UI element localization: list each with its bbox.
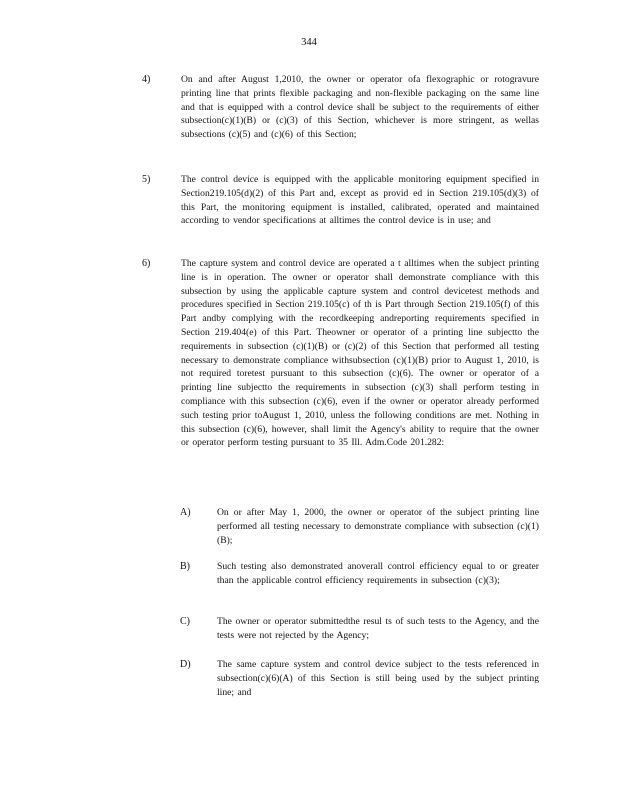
sub-item-b-text: Such testing also demonstrated anoverall control efficiency equal to or greater than the applicable control efficiency requirements in subsection (c)(3); xyxy=(217,561,539,586)
list-item-6-label: 6) xyxy=(142,258,151,269)
sub-item-d-text: The same capture system and control device subject to the tests referenced in subsection(c)(6)(A) of this Section is still being used by the subject printing line; and xyxy=(217,659,539,698)
list-item-5-text: The control device is equipped with the applicable monitoring equipment specified in Section219.105(d)(2) of this Part and, except as provid ed in Section 219.105(d)(3) of this Part, the monitoring equipment is installed, calibrated, operated and maintained according to vendor specifications at alltimes the control device is in use; and xyxy=(181,174,539,227)
sub-item-c-label: C) xyxy=(180,616,190,627)
sub-item-b-label: B) xyxy=(180,561,190,572)
page-number: 344 xyxy=(301,37,317,48)
list-item-4-label: 4) xyxy=(142,74,151,85)
sub-item-a-label: A) xyxy=(180,507,191,518)
sub-item-c-text: The owner or operator submittedthe resul ts of such tests to the Agency, and the tests were not rejected by the Agency; xyxy=(217,616,539,641)
list-item-6-text: The capture system and control device are operated a t alltimes when the subject printing line is in operation. The owner or operator shall demonstrate compliance with this subsection by using the applicable capture system and control devicetest methods and procedures specified in Section 219.105(c) of th is Part through Section 219.105(f) of this Part andby complying with the recordkeeping andreporting requirements specified in Section 219.404(e) of this Part. Theowner or operator of a printing line subjectto the requirements in subsection (c)(1)(B) or (c)(2) of this Section that performed all testing necessary to demonstrate compliance withsubsection (c)(1)(B) prior to August 1, 2010, is not required toretest pursuant to this subsection (c)(6). The owner or operator of a printing line subjectto the requirements in subsection (c)(3) shall perform testing in compliance with this subsection (c)(6), even if the owner or operator already performed such testing prior toAugust 1, 2010, unless the following conditions are met. Nothing in this subsection (c)(6), however, shall limit the Agency's ability to require that the owner or operator perform testing pursuant to 35 Ill. Adm.Code 201.282: xyxy=(181,258,539,449)
list-item-5-label: 5) xyxy=(142,174,151,185)
sub-item-d-label: D) xyxy=(180,659,191,670)
list-item-4-text: On and after August 1,2010, the owner or operator ofa flexographic or rotogravure printing line that prints flexible packaging and non-flexible packaging on the same line and that is equipped with a control device shall be subject to the requirements of either subsection(c)(1)(B) or (c)(3) of this Section, whichever is more stringent, as wellas subsections (c)(5) and (c)(6) of this Section; xyxy=(181,74,539,141)
sub-item-a-text: On or after May 1, 2000, the owner or operator of the subject printing line performed all testing necessary to demonstrate compliance with subsection (c)(1)(B); xyxy=(217,507,539,546)
